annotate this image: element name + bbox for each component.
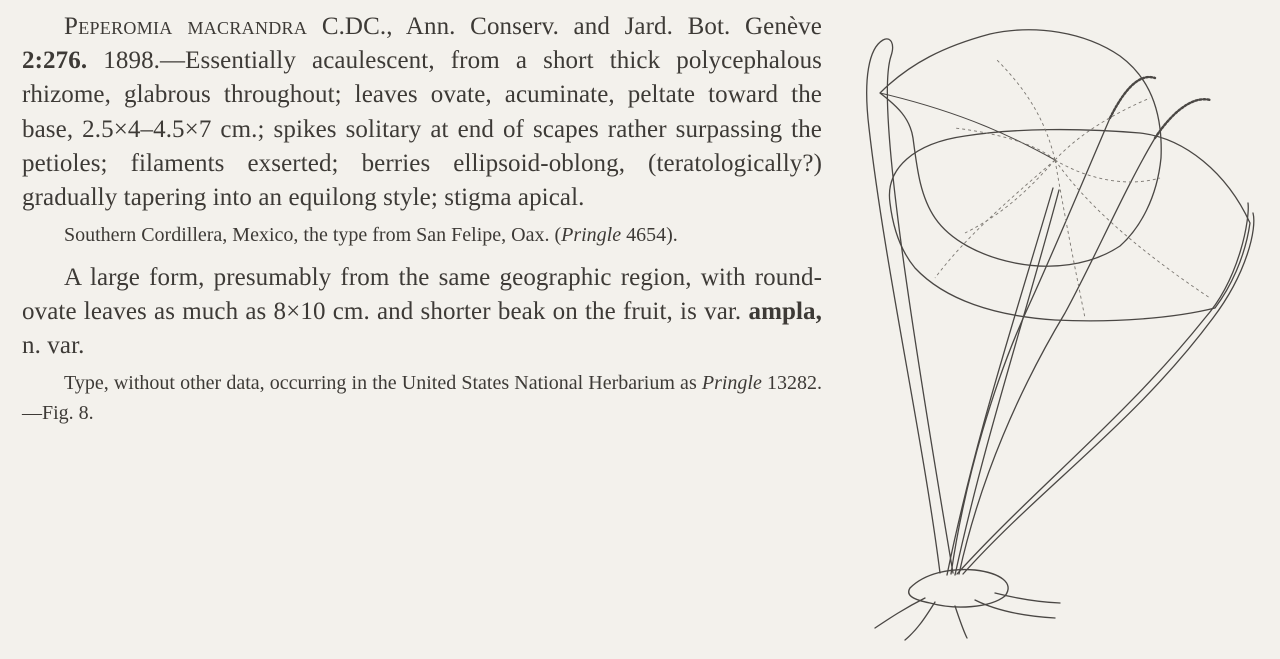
root-5 — [955, 606, 967, 638]
root-1 — [875, 598, 925, 628]
upper-leaf-vein-4 — [965, 160, 1055, 233]
type-collector-name: Pringle — [701, 372, 762, 395]
variety-text-after: n. var. — [22, 332, 85, 360]
publication-year: 1898. — [103, 47, 161, 75]
lower-leaf-vein-1 — [935, 160, 1055, 278]
scape-2 — [959, 138, 1155, 574]
collector-name: Pringle — [561, 224, 622, 247]
upper-leaf-vein-5 — [955, 128, 1055, 160]
variety-text-before: A large form, presumably from the same geographic region, with round-ovate leaves as much as 8×10 cm. and shorter beak on the fruit, is var. — [22, 263, 822, 325]
locality-paragraph — [22, 221, 822, 251]
description-text: —Essentially acaulescent, from a short thick polycephalous rhizome, glabrous throughout; leaves ovate, acuminate, peltate toward the base, 2.5×4–4.5×7 cm.; spikes solitary at end of scapes rather surpassing the petioles; filaments exserted; berries ellipsoid-oblong, (teratologically?) gradually tapering into an equilong style; stigma apical. — [22, 47, 822, 212]
locality-text: Southern Cordillera, Mexico, the type from San Felipe, Oax. ( — [64, 224, 562, 247]
variety-name: ampla, — [748, 297, 822, 325]
locality-end: ). — [666, 224, 678, 247]
plant-illustration-svg — [855, 18, 1265, 643]
lower-leaf-vein-2 — [1055, 160, 1210, 298]
type-text-before: Type, without other data, occurring in the United States National Herbarium as — [64, 372, 697, 395]
species-description-paragraph — [22, 10, 822, 215]
species-name: Peperomia macrandra — [64, 13, 308, 40]
petiole-5 — [963, 213, 1254, 574]
root-2 — [905, 602, 935, 640]
variety-paragraph — [22, 261, 822, 364]
species-author: C.DC., Ann. Conserv. and Jard. Bot. Genève — [321, 13, 822, 40]
type-paragraph — [22, 369, 822, 428]
petiole-2 — [947, 188, 1053, 575]
spike-1 — [1110, 77, 1155, 118]
lower-leaf-outline — [889, 130, 1250, 321]
collection-number: 4654 — [626, 224, 667, 247]
spike-2 — [1155, 99, 1210, 138]
lower-leaf-vein-3 — [1055, 160, 1085, 318]
petiole-1 — [867, 39, 953, 573]
root-4 — [995, 593, 1060, 603]
root-3 — [975, 600, 1055, 618]
text-column — [22, 10, 822, 428]
figure-reference: .—Fig. 8. — [22, 372, 823, 424]
volume-page: 2:276. — [22, 47, 88, 75]
upper-leaf-vein-3 — [1055, 160, 1160, 182]
type-collection-number: 13282 — [767, 372, 818, 395]
plant-illustration — [855, 18, 1265, 643]
petiole-4 — [957, 203, 1248, 574]
rhizome — [909, 570, 1008, 607]
